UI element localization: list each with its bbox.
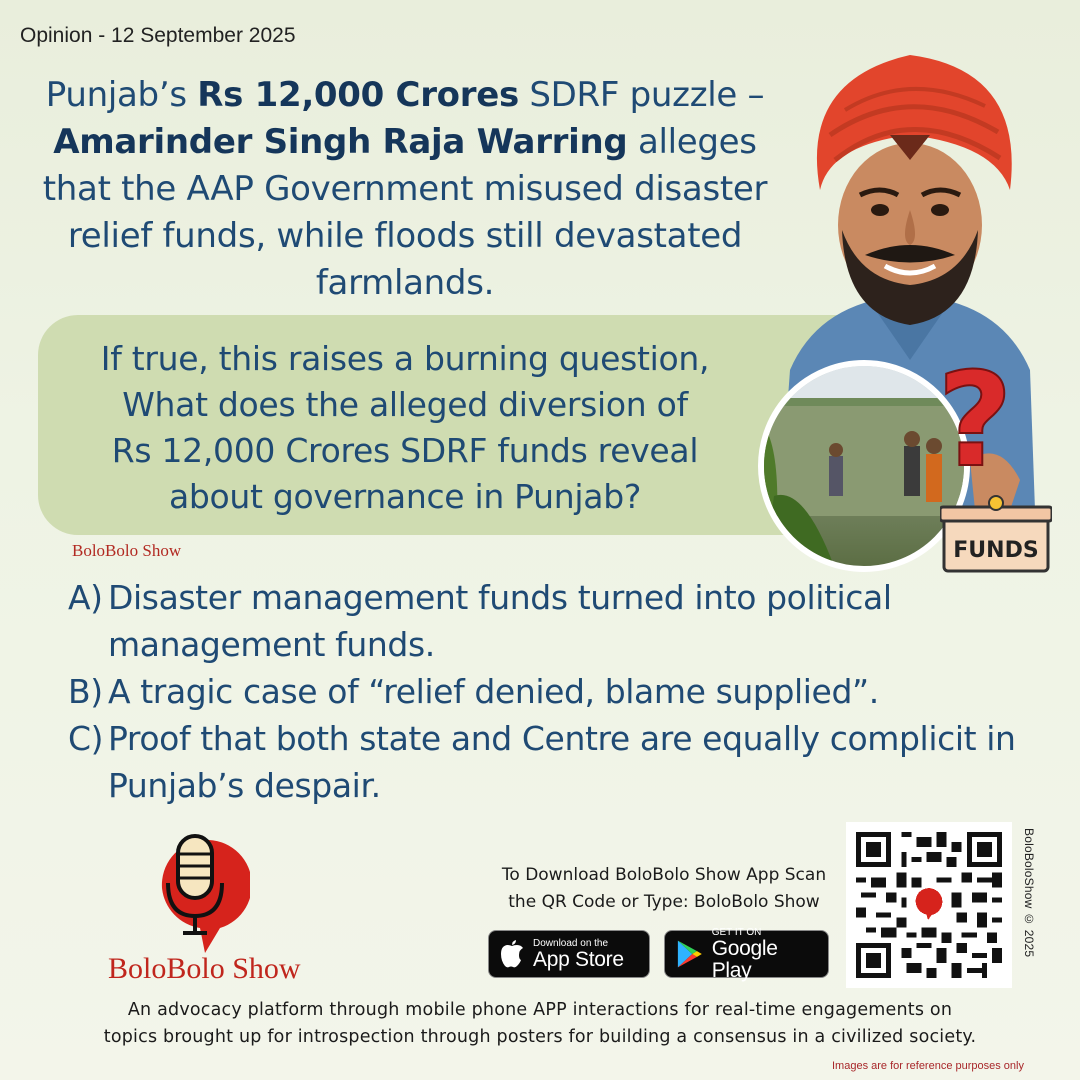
question-line: If true, this raises a burning question,	[100, 339, 710, 378]
headline-bold-amount: Rs 12,000 Crores	[197, 75, 519, 115]
headline-part3: alleges that the AAP Government misused disaster relief funds, while floods still devastated farmlands.	[42, 122, 768, 303]
app-store-label: App Store	[533, 947, 624, 971]
google-play-button[interactable]	[664, 926, 829, 982]
headline-bold-name: Amarinder Singh Raja Warring	[53, 122, 628, 162]
mission-line: topics brought up for introspection through posters for building a consensus in a civilized society.	[103, 1027, 977, 1047]
option-letter: B)	[68, 672, 103, 711]
options-list	[68, 574, 1038, 809]
option-a	[68, 574, 1038, 668]
svg-text:?: ?	[937, 355, 1013, 485]
qr-code[interactable]	[846, 822, 1012, 988]
funds-box-icon	[940, 495, 1052, 575]
question-line: What does the alleged diversion of	[122, 385, 688, 424]
play-icon	[675, 938, 704, 970]
date-label: Opinion - 12 September 2025	[20, 24, 296, 47]
mission-statement	[20, 997, 1060, 1051]
option-text: Disaster management funds turned into political management funds.	[108, 578, 892, 664]
question-mark-icon	[925, 355, 1025, 485]
apple-icon	[499, 939, 525, 969]
download-line: To Download BoloBolo Show App Scan	[501, 865, 827, 885]
option-text: A tragic case of “relief denied, blame supplied”.	[108, 672, 879, 711]
question-line: Rs 12,000 Crores SDRF funds reveal	[111, 431, 699, 470]
headline-part2: SDRF puzzle –	[518, 75, 765, 115]
brand-watermark: BoloBolo Show	[72, 541, 182, 560]
option-text: Proof that both state and Centre are equally complicit in Punjab’s despair.	[108, 719, 1016, 805]
microphone-logo-icon	[150, 828, 250, 958]
download-line: the QR Code or Type: BoloBolo Show	[508, 892, 820, 912]
funds-label: FUNDS	[953, 538, 1039, 563]
brand-logo-text: BoloBolo Show	[108, 952, 301, 985]
question-line: about governance in Punjab?	[168, 477, 642, 516]
option-letter: A)	[68, 578, 103, 617]
app-store-small-label: Download on the	[533, 937, 609, 949]
google-play-label: Google Play	[711, 936, 778, 982]
option-c	[68, 715, 1038, 809]
option-letter: C)	[68, 719, 104, 758]
copyright-label: BoloBoloShow © 2025	[1022, 828, 1036, 958]
question-text	[60, 336, 750, 520]
download-instructions	[478, 862, 850, 916]
mission-line: An advocacy platform through mobile phone APP interactions for real-time engagements on	[127, 1000, 953, 1020]
headline-part1: Punjab’s	[45, 75, 198, 115]
app-store-button[interactable]	[488, 930, 650, 978]
option-b	[68, 668, 1038, 715]
headline	[40, 72, 770, 307]
disclaimer-label: Images are for reference purposes only	[832, 1060, 1024, 1072]
google-play-small-label: GET IT ON	[711, 926, 762, 938]
